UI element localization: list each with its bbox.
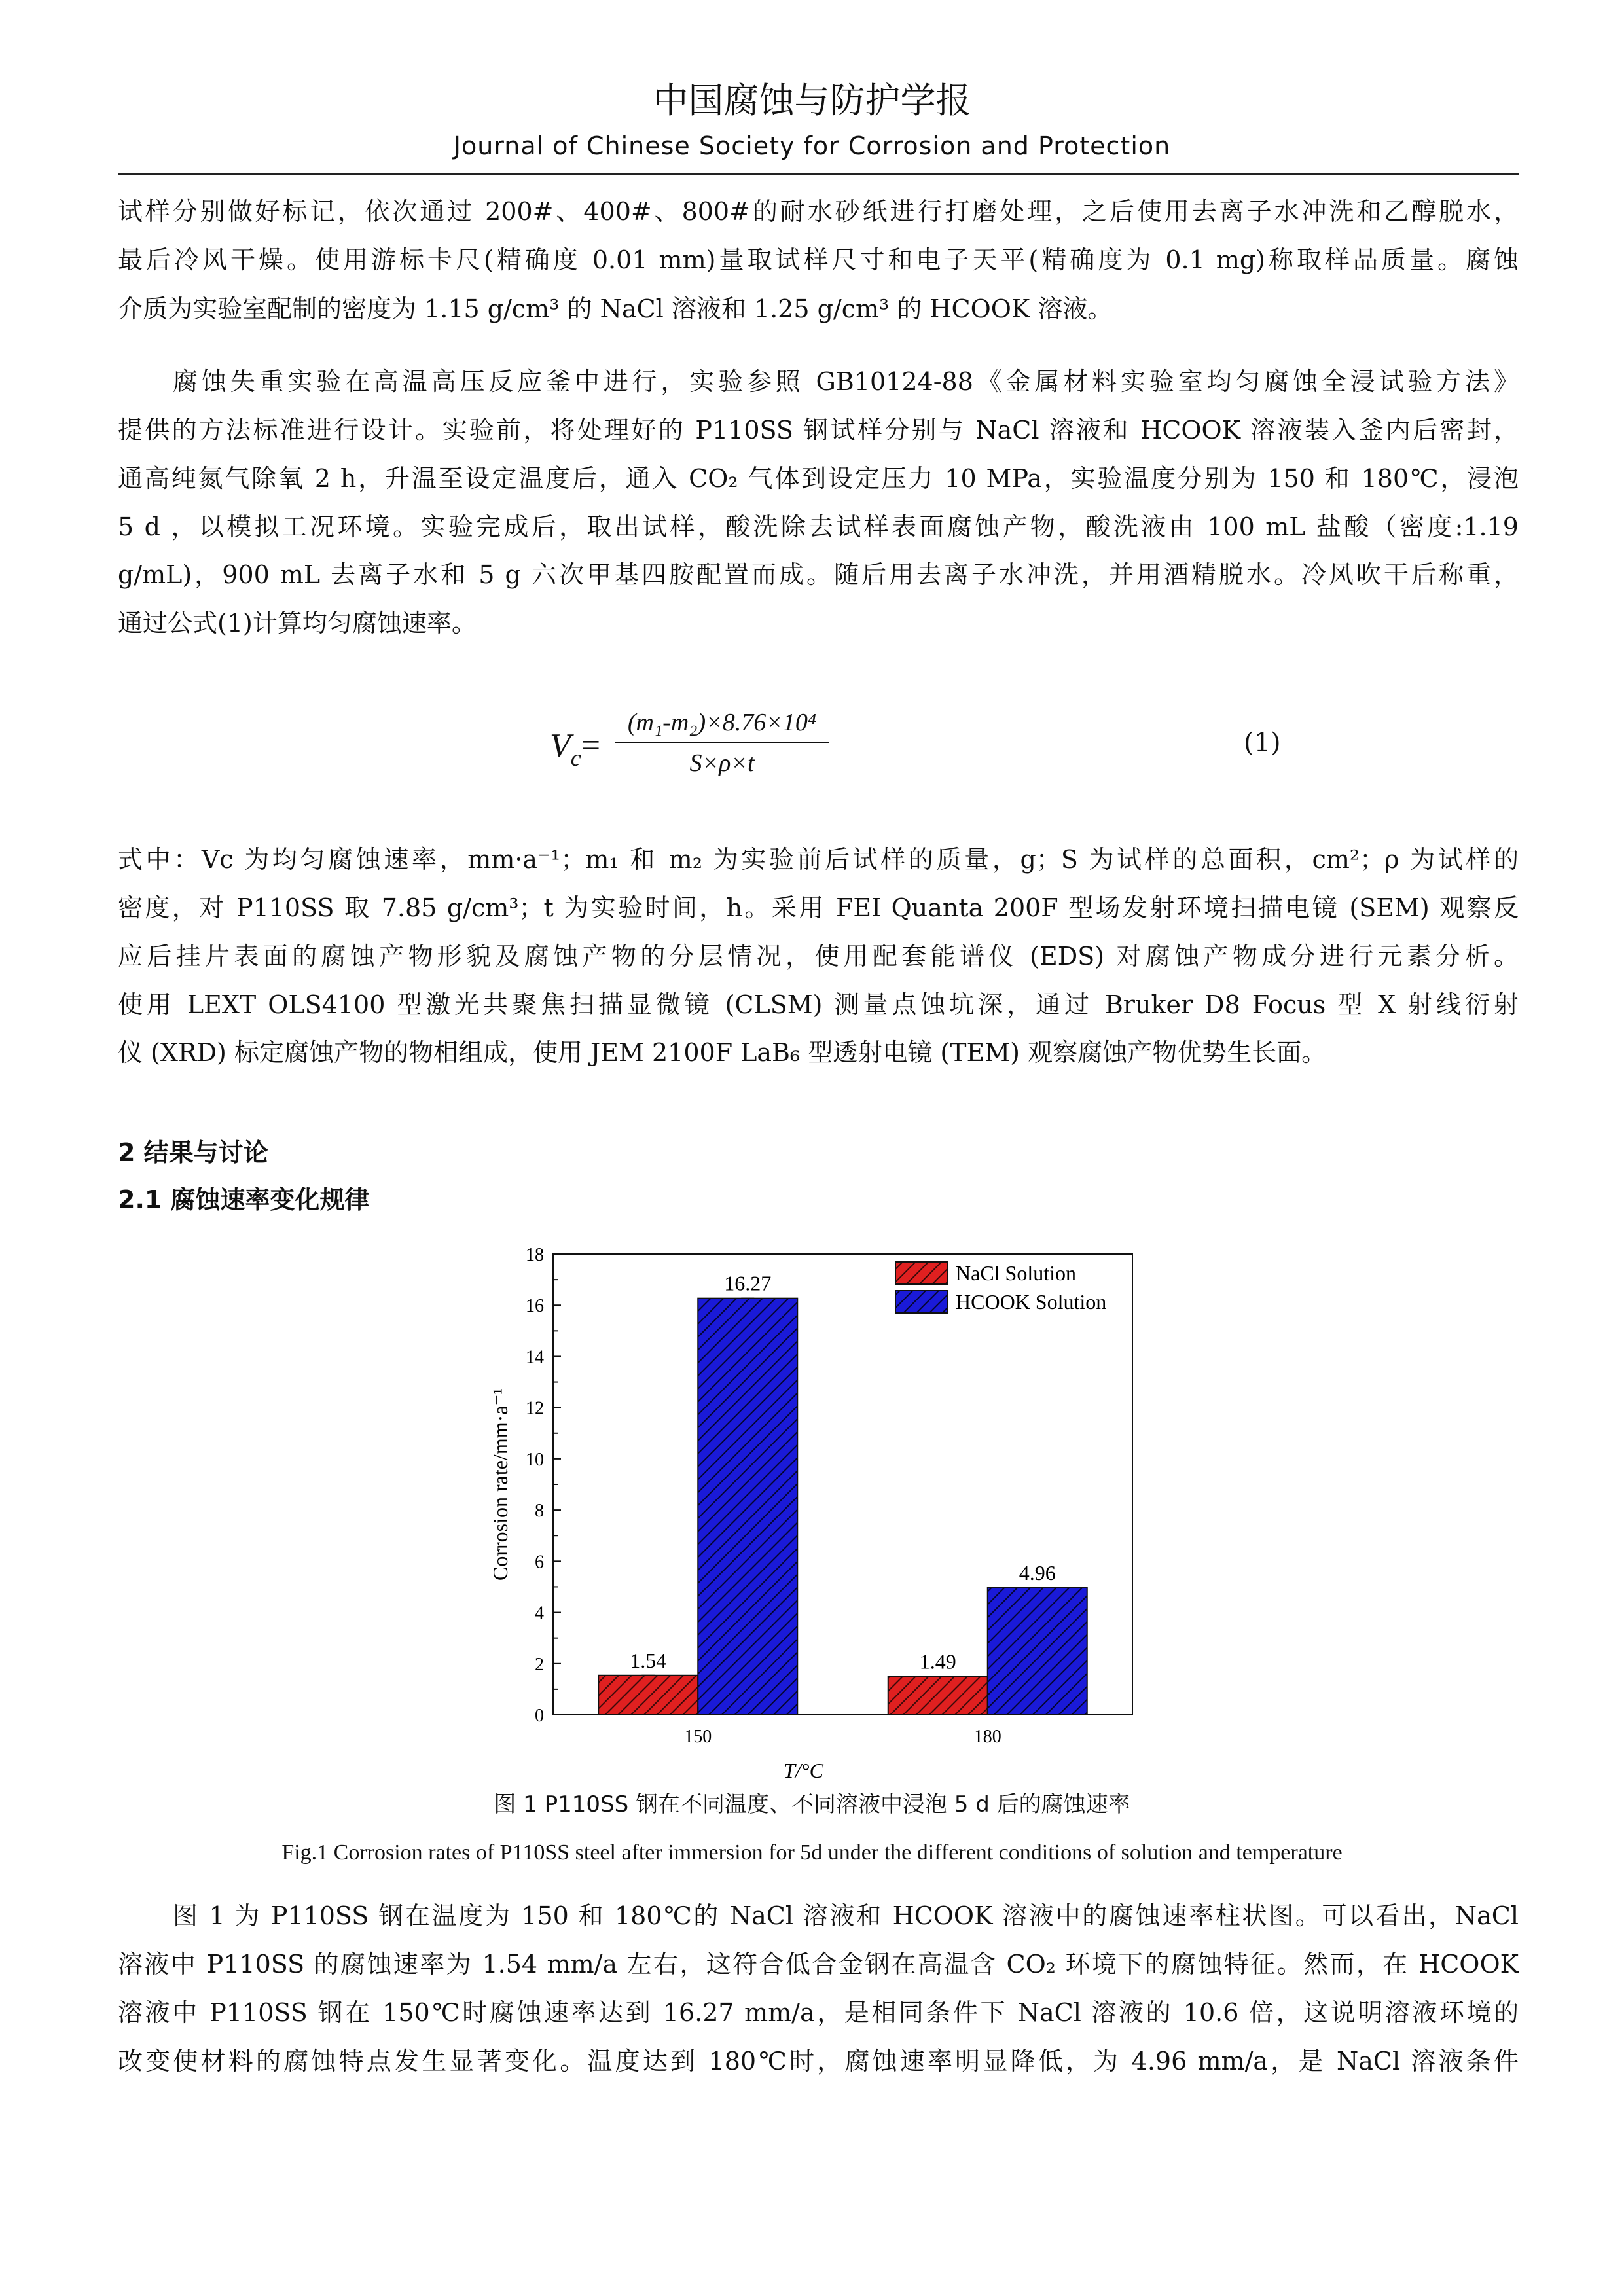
y-tick-label: 0 xyxy=(535,1706,544,1726)
page: 中国腐蚀与防护学报 Journal of Chinese Society for Corrosion and Protection 试样分别做好标记，依次通过 200#、400#、800#的耐水砂纸进行打磨处理，之后使用去离子水冲洗和乙醇脱水， 最后冷风干燥。使用游标卡尺(精确度 0.01 mm)量取试样尺寸和电子天平(精确度为 0.1 mg)称取样品质量。腐蚀 介质为实验室配制的密度为 1.15 g/cm³ 的 NaCl 溶液和 1.25 g/cm³ 的 HCOOK 溶液。 腐蚀失重实验在高温高压反应釜中进行，实验参照 GB10124-88《金属材料实验室均匀腐蚀全浸试验方法》 提供的方法标准进行设计。实验前，将处理好的 P110SS 钢试样分别与 NaCl 溶液和 HCOOK 溶液装入釜内后密封， 通高纯氮气除氧 2 h，升温至设定温度后，通入 CO₂ 气体到设定压力 10 MPa，实验温度分别为 150 和 180℃，浸泡 5 d ，以模拟工况环境。实验完成后，取出试样，酸洗除去试样表面腐蚀产物，酸洗液由 100 mL 盐酸（密度:1.19 g/mL)，900 mL 去离子水和 5 g 六次甲基四胺配置而成。随后用去离子水冲洗，并用酒精脱水。冷风吹干后称重， 通过公式(1)计算均匀腐蚀速率。 $V_c=$ (m₁-m₂)×8.76×10⁴ S×ρ×t (1) 式中：Vc 为均匀腐蚀速率，mm·a⁻¹；m₁ 和 m₂ 为实验前后试样的质量，g；S 为试样的总面积，cm²；ρ 为试样的 密度，对 P110SS 取 7.85 g/cm³；t 为实验时间，h。采用 FEI Quanta 200F 型场发射环境扫描电镜 (SEM) 观察反 应后挂片表面的腐蚀产物形貌及腐蚀产物的分层情况，使用配套能谱仪 (EDS) 对腐蚀产物成分进行元素分析。 使用 LEXT OLS4100 型激光共聚焦扫描显微镜 (CLSM) 测量点蚀坑深，通过 Bruker D8 Focus 型 X 射线衍射 仪 (XRD) 标定腐蚀产物的物相组成，使用 JEM 2100F LaB₆ 型透射电镜 (TEM) 观察腐蚀产物优势生长面。 2 结果与讨论 2.1 腐蚀速率变化规律 0 2 4 6 8 10 12 14 16 18 Corrosion rate/mm·a⁻¹ 1.54 1.49 16.27 4.96 150 180 T/°C NaCl Solution HCOOK Solution 图 1 P110SS 钢在不同温度、不同溶液中浸泡 5 d 后的腐蚀速率 Fig.1 Corrosion rates of P110SS steel after immersion for 5d under the different conditions of solution and temperature 图 1 为 P110SS 钢在温度为 150 和 180℃的 NaCl 溶液和 HCOOK 溶液中的腐蚀速率柱状图。可以看出，NaCl 溶液中 P110SS 的腐蚀速率为 1.54 mm/a 左右，这符合低合金钢在高温含 CO₂ 环境下的腐蚀特征。然而，在 HCOOK 溶液中 P110SS 钢在 150℃时腐蚀速率达到 16.27 mm/a，是相同条件下 NaCl 溶液的 10.6 倍，这说明溶液环境的 改变使材料的腐蚀特点发生显著变化。温度达到 180℃时，腐蚀速率明显降低，为 4.96 mm/a，是 NaCl 溶液条件 xyxy=(0,0,1624,2296)
text-line: 应后挂片表面的腐蚀产物形貌及腐蚀产物的分层情况，使用配套能谱仪 (EDS) 对腐蚀产物成分进行元素分析。 xyxy=(118,942,1519,971)
text-line: 图 1 为 P110SS 钢在温度为 150 和 180℃的 NaCl 溶液和 HCOOK 溶液中的腐蚀速率柱状图。可以看出，NaCl xyxy=(173,1901,1519,1930)
data-label: 1.54 xyxy=(630,1648,667,1672)
text-line: 改变使材料的腐蚀特点发生显著变化。温度达到 180℃时，腐蚀速率明显降低，为 4.96 mm/a，是 NaCl 溶液条件 xyxy=(118,2047,1519,2075)
text-line: 使用 LEXT OLS4100 型激光共聚焦扫描显微镜 (CLSM) 测量点蚀坑深，通过 Bruker D8 Focus 型 X 射线衍射 xyxy=(118,990,1519,1019)
journal-title-en: Journal of Chinese Society for Corrosion and Protection xyxy=(453,132,1171,160)
y-tick-label: 8 xyxy=(535,1501,544,1522)
y-tick-label: 16 xyxy=(526,1296,544,1317)
legend-label-0: NaCl Solution xyxy=(956,1261,1077,1285)
text-line: 通高纯氮气除氧 2 h，升温至设定温度后，通入 CO₂ 气体到设定压力 10 MPa，实验温度分别为 150 和 180℃，浸泡 xyxy=(118,464,1519,493)
text-line: 最后冷风干燥。使用游标卡尺(精确度 0.01 mm)量取试样尺寸和电子天平(精确度为 0.1 mg)称取样品质量。腐蚀 xyxy=(118,245,1519,274)
text-line: 仪 (XRD) 标定腐蚀产物的物相组成，使用 JEM 2100F LaB₆ 型透射电镜 (TEM) 观察腐蚀产物优势生长面。 xyxy=(118,1038,1327,1067)
figure-caption-cn: 图 1 P110SS 钢在不同温度、不同溶液中浸泡 5 d 后的腐蚀速率 xyxy=(494,1791,1130,1818)
legend-swatch-1 xyxy=(895,1291,948,1313)
subsection-heading: 2.1 腐蚀速率变化规律 xyxy=(118,1185,370,1214)
y-axis-label: Corrosion rate/mm·a⁻¹ xyxy=(488,1388,512,1581)
text-line: 试样分别做好标记，依次通过 200#、400#、800#的耐水砂纸进行打磨处理，之后使用去离子水冲洗和乙醇脱水， xyxy=(118,197,1519,226)
equation-lhs-sub: c xyxy=(570,745,581,771)
text-line: 溶液中 P110SS 钢在 150℃时腐蚀速率达到 16.27 mm/a，是相同条件下 NaCl 溶液的 10.6 倍，这说明溶液环境的 xyxy=(118,1998,1519,2027)
text-line: 介质为实验室配制的密度为 1.15 g/cm³ 的 NaCl 溶液和 1.25 g/cm³ 的 HCOOK 溶液。 xyxy=(118,295,1113,323)
fraction-bar xyxy=(615,742,829,743)
y-tick-label: 14 xyxy=(526,1347,544,1368)
text-line: 溶液中 P110SS 的腐蚀速率为 1.54 mm/a 左右，这符合低合金钢在高温含 CO₂ 环境下的腐蚀特征。然而，在 HCOOK xyxy=(118,1950,1519,1979)
y-tick-label: 4 xyxy=(535,1603,544,1624)
y-tick-label: 2 xyxy=(535,1654,544,1675)
text-line: 5 d ，以模拟工况环境。实验完成后，取出试样，酸洗除去试样表面腐蚀产物，酸洗液由 100 mL 盐酸（密度:1.19 xyxy=(118,512,1519,541)
equation-lhs: V xyxy=(550,727,571,764)
text-line: 式中：Vc 为均匀腐蚀速率，mm·a⁻¹；m₁ 和 m₂ 为实验前后试样的质量，g；S 为试样的总面积，cm²；ρ 为试样的 xyxy=(118,845,1519,874)
equation-denominator: S×ρ×t xyxy=(689,749,755,777)
equation-numerator: (m₁-m₂)×8.76×10⁴ xyxy=(627,709,817,736)
section-heading: 2 结果与讨论 xyxy=(118,1138,268,1167)
y-tick-label: 6 xyxy=(535,1552,544,1573)
bar-0-1 xyxy=(888,1677,988,1715)
x-axis-label: T/°C xyxy=(784,1759,823,1782)
text-line: 通过公式(1)计算均匀腐蚀速率。 xyxy=(118,609,477,637)
journal-title-cn: 中国腐蚀与防护学报 xyxy=(653,80,971,121)
y-tick-label: 10 xyxy=(526,1449,544,1470)
y-tick-label: 12 xyxy=(526,1398,544,1419)
figure-caption-en: Fig.1 Corrosion rates of P110SS steel after immersion for 5d under the different conditions of solution and temperature xyxy=(281,1840,1343,1865)
header-rule xyxy=(118,173,1519,175)
x-tick-label: 150 xyxy=(684,1727,712,1747)
text-line: 腐蚀失重实验在高温高压反应釜中进行，实验参照 GB10124-88《金属材料实验室均匀腐蚀全浸试验方法》 xyxy=(173,367,1519,396)
text-line: 提供的方法标准进行设计。实验前，将处理好的 P110SS 钢试样分别与 NaCl 溶液和 HCOOK 溶液装入釜内后密封， xyxy=(118,416,1519,444)
bar-0-0 xyxy=(598,1676,698,1715)
legend-swatch-0 xyxy=(895,1262,948,1284)
legend-label-1: HCOOK Solution xyxy=(956,1290,1107,1314)
y-tick-label: 18 xyxy=(526,1245,544,1265)
data-label: 16.27 xyxy=(724,1271,772,1295)
text-line: 密度，对 P110SS 取 7.85 g/cm³；t 为实验时间，h。采用 FEI Quanta 200F 型场发射环境扫描电镜 (SEM) 观察反 xyxy=(118,893,1519,922)
corrosion-rate-chart xyxy=(0,1230,1624,1782)
equation-number: (1) xyxy=(1244,728,1281,758)
bar-1-1 xyxy=(988,1588,1087,1715)
x-tick-label: 180 xyxy=(973,1727,1001,1747)
bar-1-0 xyxy=(698,1299,797,1715)
text-line: g/mL)，900 mL 去离子水和 5 g 六次甲基四胺配置而成。随后用去离子水冲洗，并用酒精脱水。冷风吹干后称重， xyxy=(118,560,1519,589)
data-label: 4.96 xyxy=(1019,1561,1056,1585)
data-label: 1.49 xyxy=(919,1649,956,1674)
